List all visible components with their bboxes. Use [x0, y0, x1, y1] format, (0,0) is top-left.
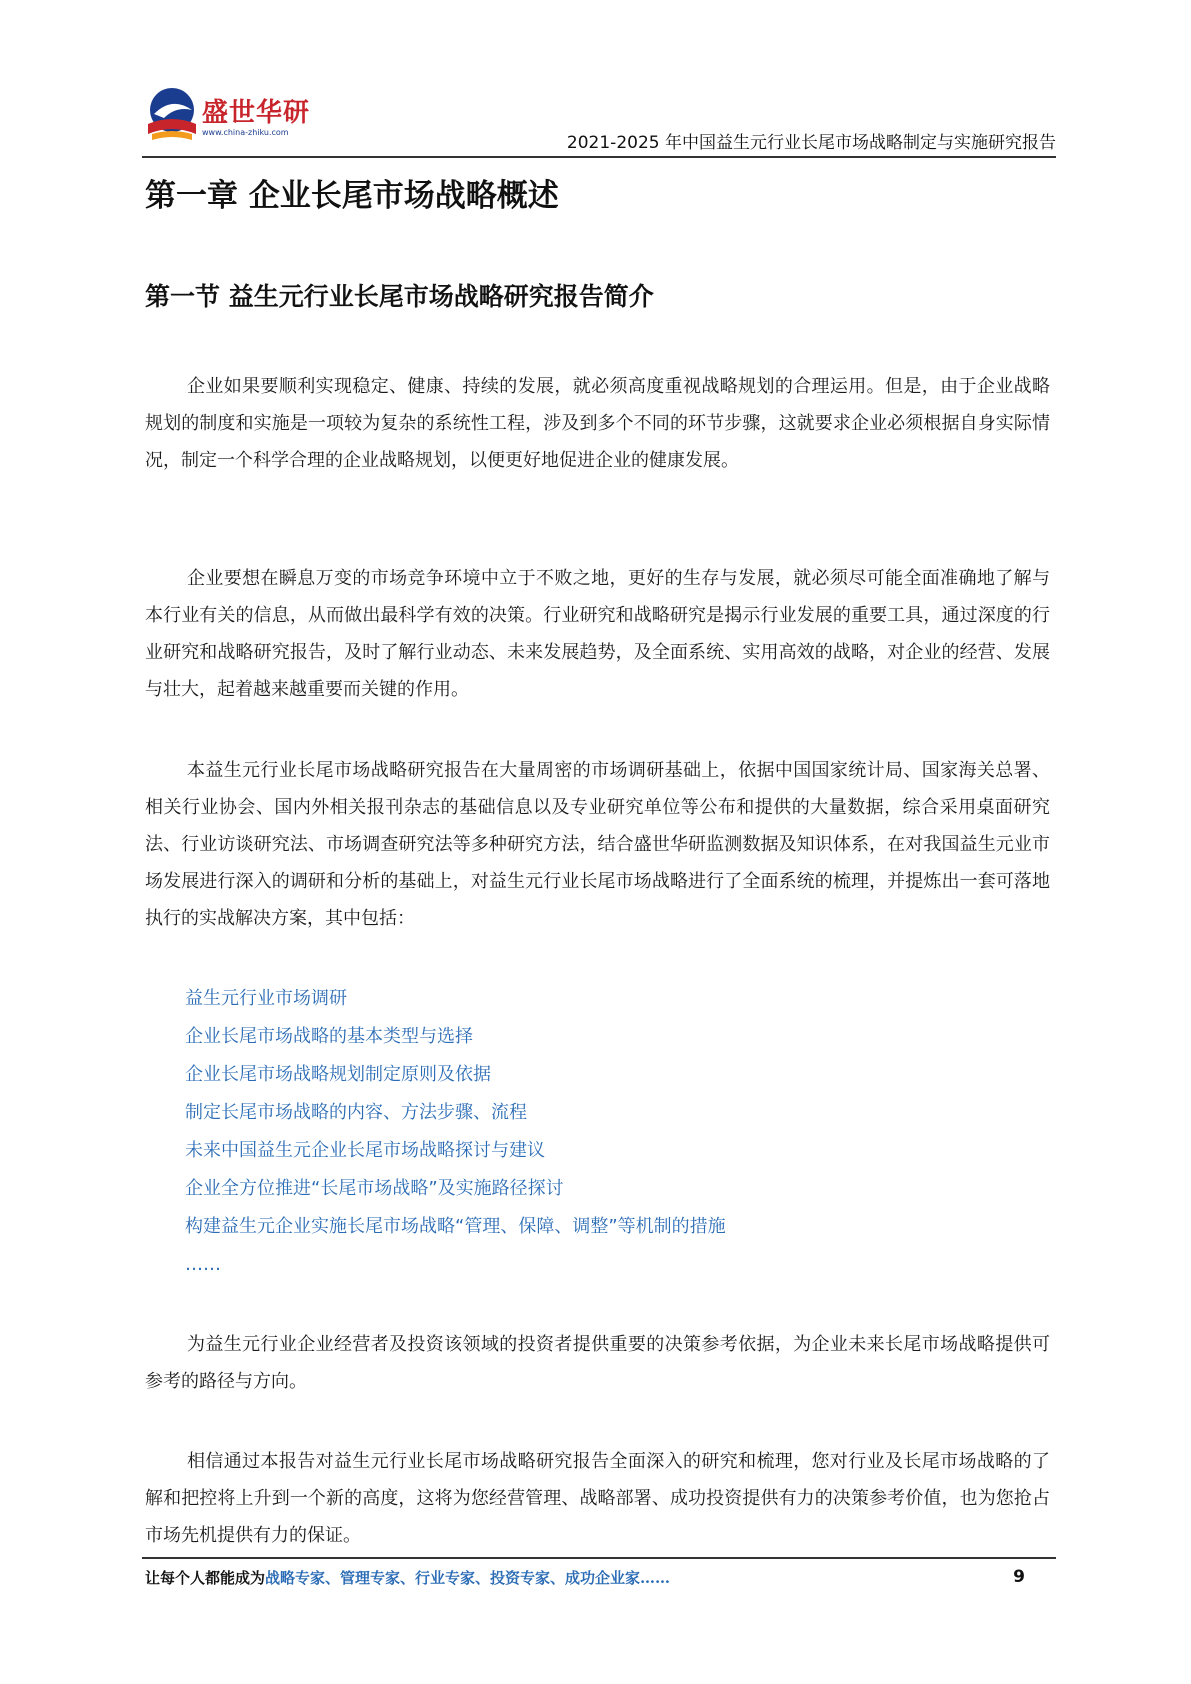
contents-link-content-methods[interactable]: 制定长尾市场战略的内容、方法步骤、流程	[185, 1102, 527, 1123]
contents-link-planning-principles[interactable]: 企业长尾市场战略规划制定原则及依据	[185, 1064, 491, 1085]
logo-url: www.china-zhiku.com	[202, 128, 289, 137]
contents-link-mechanism-measures[interactable]: 构建益生元企业实施长尾市场战略“管理、保障、调整”等机制的措施	[185, 1216, 726, 1237]
logo-text: 盛世华研	[202, 98, 311, 128]
footer-slogan-roles: 战略专家、管理专家、行业专家、投资专家、成功企业家……	[265, 1569, 671, 1587]
footer-divider	[142, 1557, 1056, 1559]
paragraph-5: 相信通过本报告对益生元行业长尾市场战略研究报告全面深入的研究和梳理，您对行业及长尾市场战略的了解和把控将上升到一个新的高度，这将为您经营管理、战略部署、成功投资提供有力的决策参考价值，也为您抢占市场先机提供有力的保证。	[145, 1451, 1050, 1546]
paragraph-1: 企业如果要顺利实现稳定、健康、持续的发展，就必须高度重视战略规划的合理运用。但是，由于企业战略规划的制度和实施是一项较为复杂的系统性工程，涉及到多个不同的环节步骤，这就要求企业必须根据自身实际情况，制定一个科学合理的企业战略规划，以便更好地促进企业的健康发展。	[145, 376, 1050, 471]
logo-emblem-icon	[142, 84, 202, 148]
paragraph-2: 企业要想在瞬息万变的市场竞争环境中立于不败之地，更好的生存与发展，就必须尽可能全面准确地了解与本行业有关的信息，从而做出最科学有效的决策。行业研究和战略研究是揭示行业发展的重要工具，通过深度的行业研究和战略研究报告，及时了解行业动态、未来发展趋势，及全面系统、实用高效的战略，对企业的经营、发展与壮大，起着越来越重要而关键的作用。	[145, 568, 1050, 700]
report-title: 2021-2025 年中国益生元行业长尾市场战略制定与实施研究报告	[566, 133, 1056, 153]
contents-list	[185, 980, 726, 1284]
contents-link-implementation-path[interactable]: 企业全方位推进“长尾市场战略”及实施路径探讨	[185, 1178, 564, 1199]
chapter-title: 第一章 企业长尾市场战略概述	[145, 178, 559, 214]
page-footer	[145, 1567, 1025, 1588]
paragraph-4: 为益生元行业企业经营者及投资该领域的投资者提供重要的决策参考依据，为企业未来长尾市场战略提供可参考的路径与方向。	[145, 1334, 1050, 1392]
paragraph-3: 本益生元行业长尾市场战略研究报告在大量周密的市场调研基础上，依据中国国家统计局、国家海关总署、相关行业协会、国内外相关报刊杂志的基础信息以及专业研究单位等公布和提供的大量数据，综合采用桌面研究法、行业访谈研究法、市场调查研究法等多种研究方法，结合盛世华研监测数据及知识体系，在对我国益生元业市场发展进行深入的调研和分析的基础上，对益生元行业长尾市场战略进行了全面系统的梳理，并提炼出一套可落地执行的实战解决方案，其中包括：	[145, 760, 1050, 929]
footer-slogan-lead: 让每个人都能成为	[145, 1569, 266, 1587]
contents-ellipsis: ……	[185, 1254, 221, 1275]
contents-link-market-research[interactable]: 益生元行业市场调研	[185, 988, 347, 1009]
page-header	[142, 84, 1056, 156]
contents-link-future-suggestions[interactable]: 未来中国益生元企业长尾市场战略探讨与建议	[185, 1140, 545, 1161]
logo	[142, 84, 322, 148]
page-number: 9	[1013, 1567, 1025, 1587]
header-divider	[142, 156, 1056, 158]
section-title: 第一节 益生元行业长尾市场战略研究报告简介	[145, 282, 654, 311]
contents-link-strategy-types[interactable]: 企业长尾市场战略的基本类型与选择	[185, 1026, 473, 1047]
